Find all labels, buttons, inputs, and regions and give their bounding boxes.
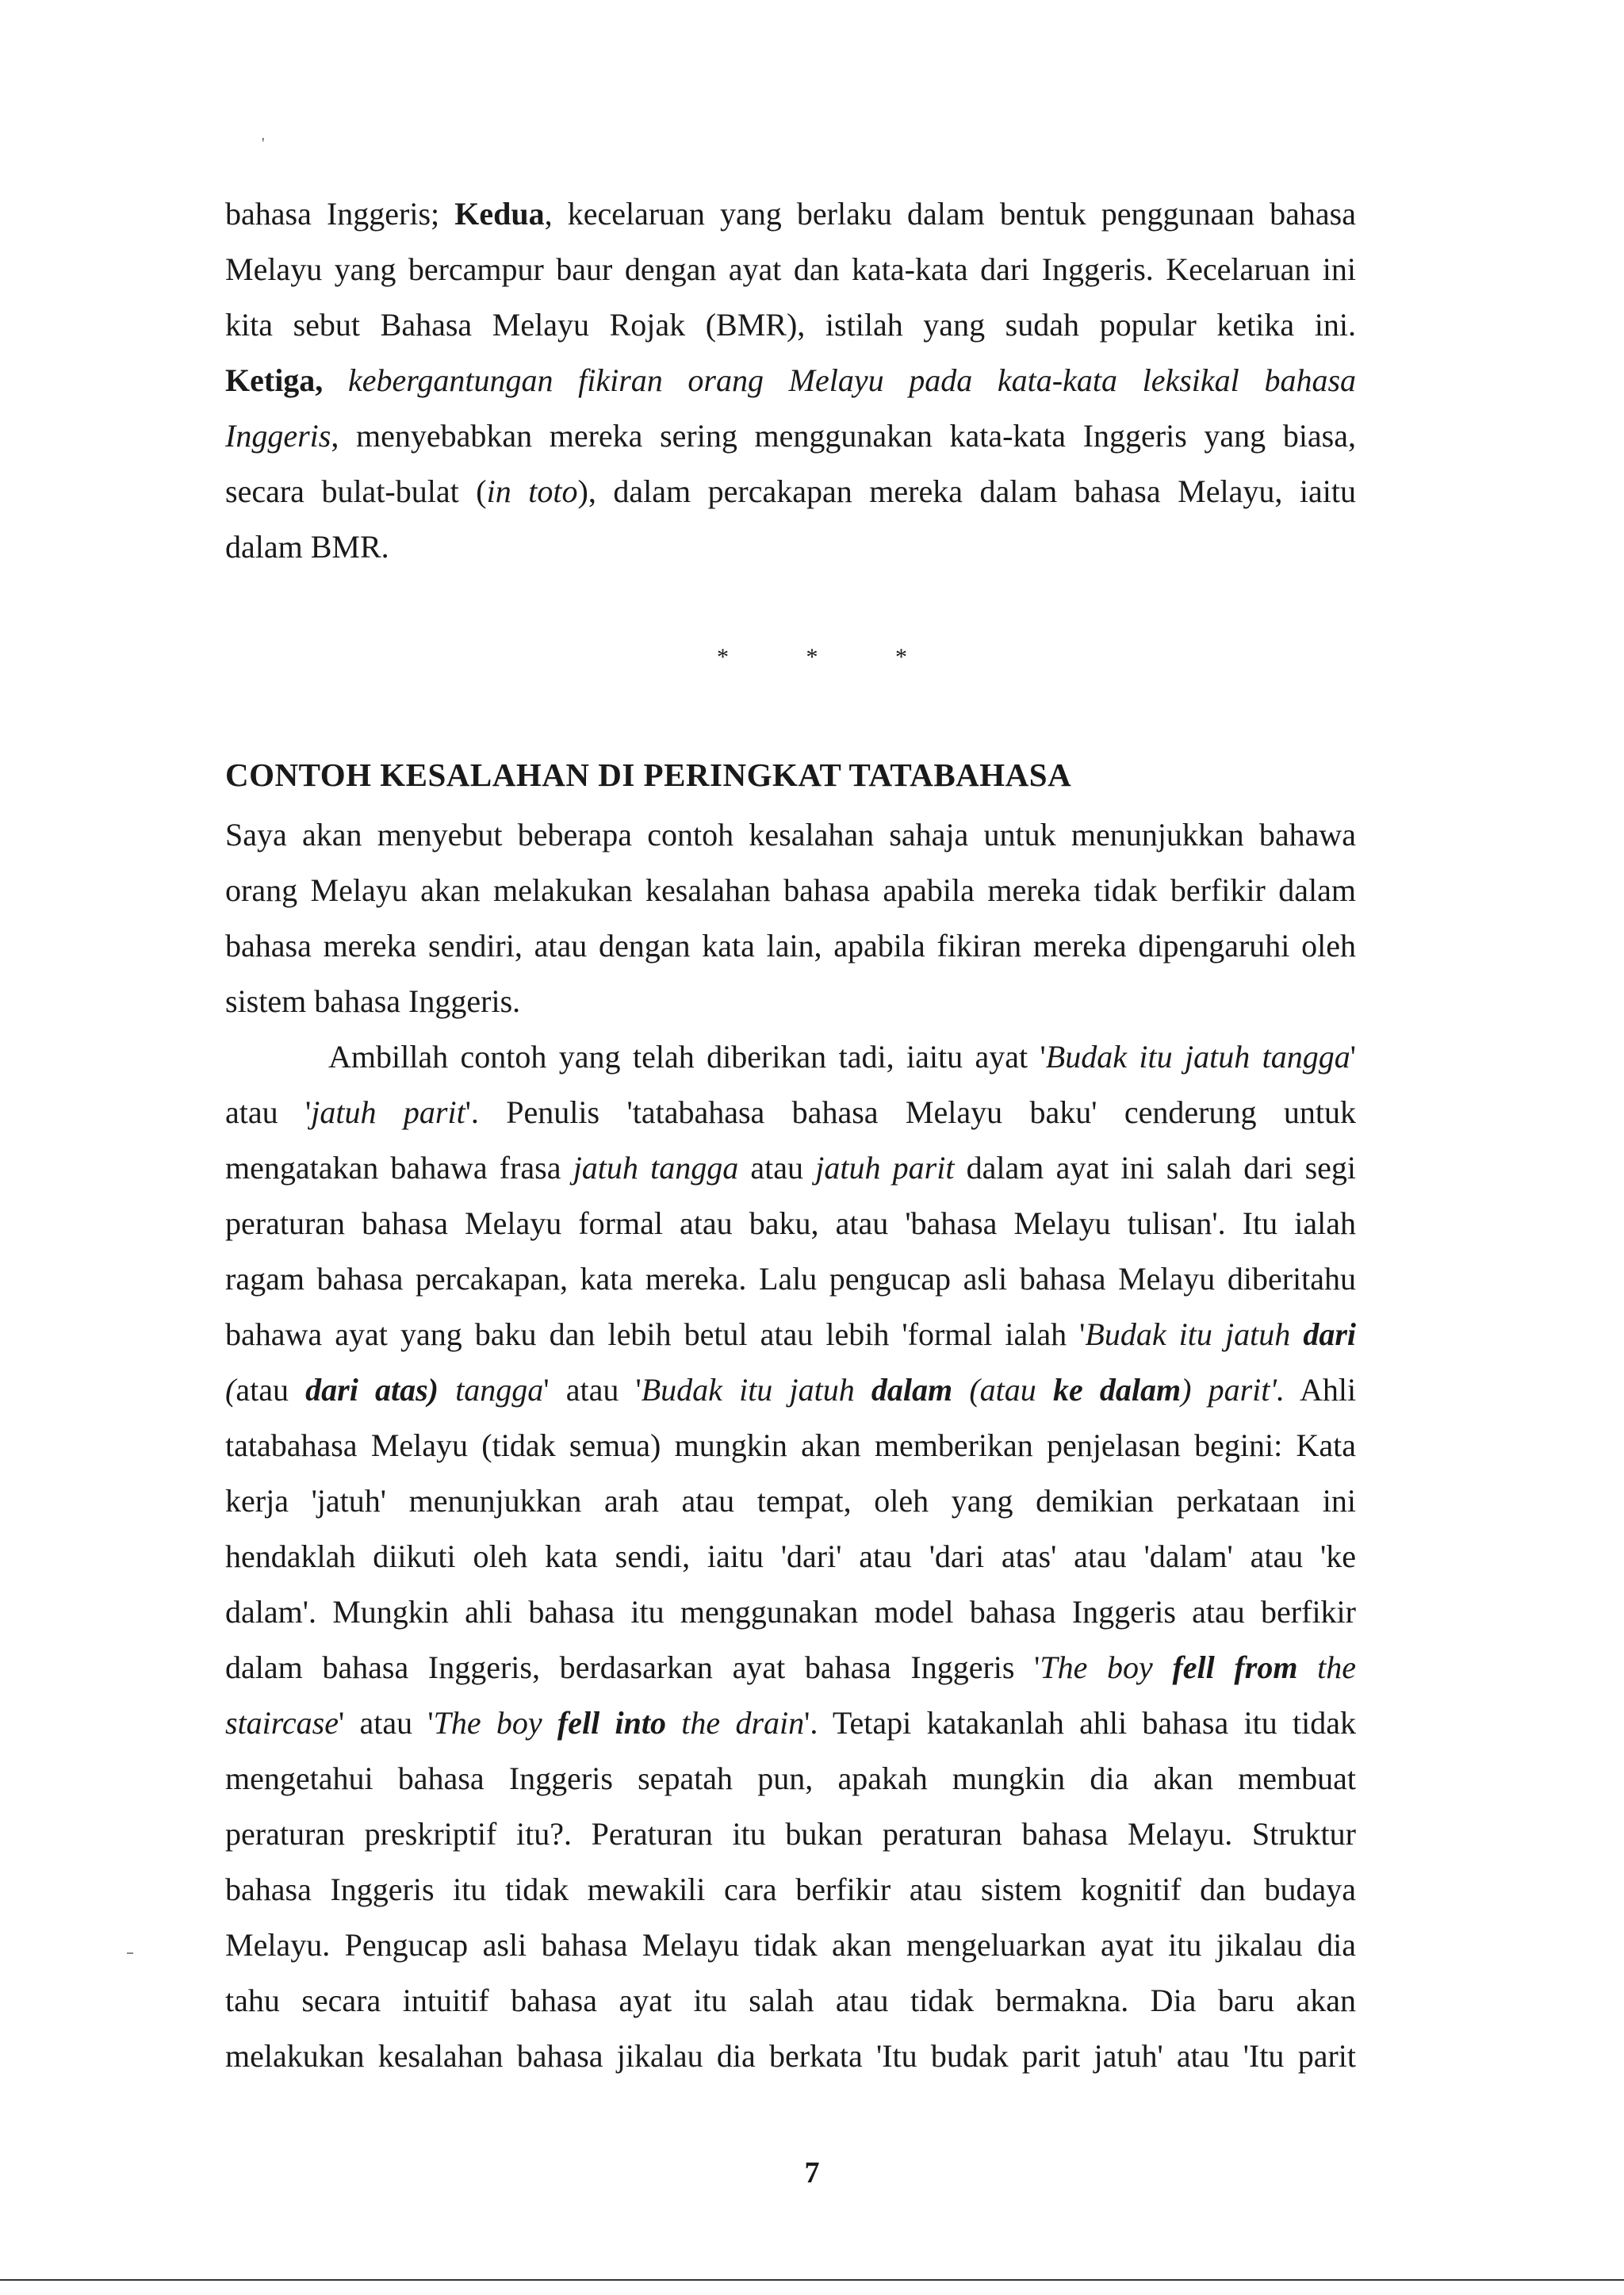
text-segment: tahu secara intuitif bahasa ayat itu salah atau tidak bermakna. Dia baru akan [225,1983,1356,2018]
text-segment: , menyebabkan mereka sering menggunakan kata-kata Inggeris yang biasa, [331,418,1356,454]
text-segment: Inggeris [225,418,331,454]
text-line [225,1973,1356,2029]
text-segment: Budak itu jatuh [1085,1316,1304,1352]
text-line [225,1473,1356,1529]
text-segment: dalam BMR. [225,529,389,565]
text-segment: ke dalam [1052,1372,1182,1408]
text-segment: Ketiga, [225,362,324,398]
paragraph-grammar-intro [225,807,1356,1029]
text-segment: the drain [666,1705,805,1741]
text-segment: in toto [486,473,578,509]
text-segment: bahawa ayat yang baku dan lebih betul atau lebih 'formal ialah ' [225,1316,1086,1352]
text-line [225,186,1356,242]
page-number: 7 [804,2156,820,2190]
text-line [225,297,1356,353]
text-line [225,918,1356,974]
text-segment: ' [1350,1039,1356,1075]
text-segment: ), dalam percakapan mereka dalam bahasa Melayu, iaitu [577,473,1356,509]
section-heading: CONTOH KESALAHAN DI PERINGKAT TATABAHASA [225,757,1072,793]
text-segment: kerja 'jatuh' menunjukkan arah atau tempat, oleh yang demikian perkataan ini [225,1483,1356,1519]
text-segment: ( [225,1372,236,1408]
text-segment: Ambillah contoh yang telah diberikan tadi, iaitu ayat ' [328,1039,1046,1075]
text-line [225,1806,1356,1862]
text-line [225,1418,1356,1473]
text-segment: orang Melayu akan melakukan kesalahan bahasa apabila mereka tidak berfikir dalam [225,872,1356,908]
text-segment: (atau [952,1372,1053,1408]
text-line [225,408,1356,464]
text-segment: Budak itu jatuh [641,1372,871,1408]
text-line [225,1140,1356,1196]
text-segment: dari atas) [305,1372,439,1408]
text-line [225,464,1356,519]
text-segment: dari [1303,1316,1356,1352]
text-line [225,1695,1356,1751]
text-line [225,1085,1356,1140]
text-segment: the [1297,1649,1356,1685]
text-segment: '. Tetapi katakanlah ahli bahasa itu tidak [804,1705,1356,1741]
text-segment: ' atau ' [338,1705,434,1741]
separator-star: * [806,644,818,670]
section-separator [0,644,1624,671]
text-segment: kebergantungan fikiran orang Melayu pada kata-kata leksikal bahasa [347,362,1356,398]
text-segment: atau ' [225,1094,312,1130]
text-line [225,1751,1356,1806]
text-segment: atau [236,1372,306,1408]
text-segment: Budak itu jatuh tangga [1045,1039,1350,1075]
text-segment [439,1372,455,1408]
bottom-rule [0,2279,1624,2281]
text-segment: bahasa Inggeris; [225,196,455,232]
text-segment: Melayu. Pengucap asli bahasa Melayu tidak akan mengeluarkan ayat itu jikalau dia [225,1927,1356,1963]
text-line [225,1251,1356,1307]
text-segment: melakukan kesalahan bahasa jikalau dia berkata 'Itu budak parit jatuh' atau 'Itu parit [225,2038,1356,2074]
text-segment: , kecelaruan yang berlaku dalam bentuk penggunaan bahasa [544,196,1356,232]
text-segment: The boy [1040,1649,1173,1685]
text-segment: mengatakan bahawa frasa [225,1150,573,1186]
text-line [225,974,1356,1029]
text-segment: hendaklah diikuti oleh kata sendi, iaitu 'dari' atau 'dari atas' atau 'dalam' atau 'ke [225,1538,1356,1574]
text-segment: ' atau ' [543,1372,642,1408]
text-segment: kita sebut Bahasa Melayu Rojak (BMR), istilah yang sudah popular ketika ini. [225,307,1356,343]
text-line [225,242,1356,297]
text-line [225,2029,1356,2084]
text-line [225,353,1356,408]
text-segment: secara bulat-bulat ( [225,473,487,509]
text-line [225,1307,1356,1362]
text-segment: staircase [225,1705,339,1741]
text-segment: ragam bahasa percakapan, kata mereka. Lalu pengucap asli bahasa Melayu diberitahu [225,1261,1356,1297]
text-line [225,1529,1356,1584]
text-line [225,1029,1356,1085]
text-segment: Saya akan menyebut beberapa contoh kesalahan sahaja untuk menunjukkan bahawa [225,817,1356,852]
paragraph-intro-continuation [225,186,1356,575]
text-segment: dalam ayat ini salah dari segi [954,1150,1356,1186]
text-segment: mengetahui bahasa Inggeris sepatah pun, apakah mungkin dia akan membuat [225,1761,1356,1796]
text-segment: sistem bahasa Inggeris. [225,983,521,1019]
text-segment: dalam [871,1372,953,1408]
text-line [225,863,1356,918]
stray-mark: ' [262,135,265,152]
text-segment: atau [738,1150,816,1186]
text-segment: tatabahasa Melayu (tidak semua) mungkin akan memberikan penjelasan begini: Kata [225,1427,1356,1463]
text-line [225,807,1356,863]
text-segment: Kedua [454,196,545,232]
text-line [225,1362,1356,1418]
text-line [225,1862,1356,1918]
text-segment: peraturan bahasa Melayu formal atau baku, atau 'bahasa Melayu tulisan'. Itu ialah [225,1205,1356,1241]
text-segment: The boy [433,1705,557,1741]
text-line [225,1196,1356,1251]
text-segment: bahasa Inggeris itu tidak mewakili cara berfikir atau sistem kognitif dan budaya [225,1872,1356,1907]
text-segment: bahasa mereka sendiri, atau dengan kata lain, apabila fikiran mereka dipengaruhi oleh [225,928,1356,964]
text-segment: dalam'. Mungkin ahli bahasa itu menggunakan model bahasa Inggeris atau berfikir [225,1594,1356,1630]
text-segment: fell from [1172,1649,1298,1685]
text-segment: tangga [455,1372,544,1408]
text-segment: jatuh parit [311,1094,465,1130]
margin-mark [127,1952,133,1954]
text-line [225,519,1356,575]
text-segment: '. Penulis 'tatabahasa bahasa Melayu baku' cenderung untuk [465,1094,1356,1130]
text-segment: dalam bahasa Inggeris, berdasarkan ayat bahasa Inggeris ' [225,1649,1040,1685]
separator-star: * [895,644,907,670]
text-segment: Melayu yang bercampur baur dengan ayat dan kata-kata dari Inggeris. Kecelaruan ini [225,251,1356,287]
text-line [225,1640,1356,1695]
paragraph-grammar-example [225,1029,1356,2084]
text-segment: jatuh parit [815,1150,955,1186]
text-line [225,1918,1356,1973]
text-segment: fell into [557,1705,666,1741]
text-segment: jatuh tangga [573,1150,739,1186]
text-segment: ) parit'. [1181,1372,1285,1408]
text-segment [323,362,348,398]
text-segment: Ahli [1284,1372,1356,1408]
text-line [225,1584,1356,1640]
text-segment: peraturan preskriptif itu?. Peraturan itu bukan peraturan bahasa Melayu. Struktur [225,1816,1356,1852]
separator-star: * [717,644,729,670]
